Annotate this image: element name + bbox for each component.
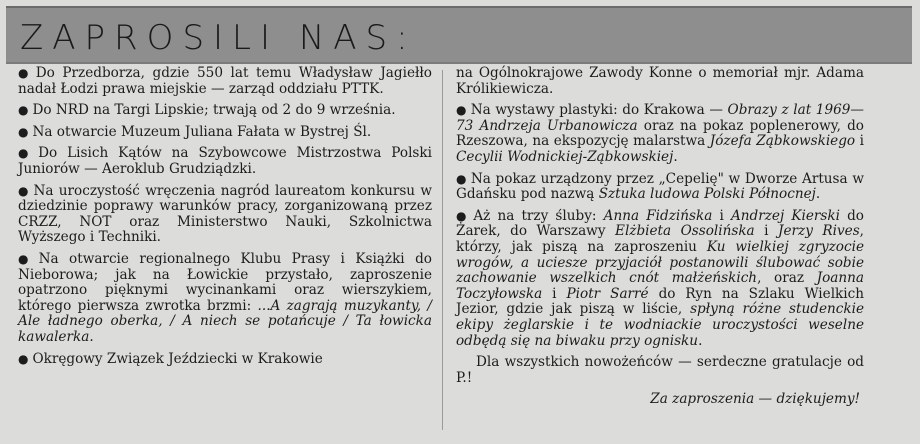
bullet-icon: ● <box>18 124 29 139</box>
column-divider <box>442 70 443 430</box>
bullet-icon: ● <box>18 146 35 161</box>
list-item-continued: na Ogólnokrajowe Zawody Konne o memoriał mjr. Adama Królikiewicza. <box>456 65 864 97</box>
list-item: ● Do NRD na Targi Lipskie; trwają od 2 do 9 września. <box>18 102 396 119</box>
list-item: ● Na pokaz urządzony przez „Cepelię" w Dworze Artusa w Gdańsku pod nazwą Sztuka ludowa Polski Północnej. <box>456 170 864 203</box>
quoted-verse: ...A zagrają muzykanty, / Ale ładnego oberka, / A niech se potańcuje / Ta łowicka kawalerka. <box>18 297 432 345</box>
bullet-icon: ● <box>18 351 29 366</box>
header-rule <box>6 62 912 64</box>
right-column <box>456 66 864 421</box>
list-item: ● Na uroczystość wręczenia nagród laureatom konkursu w dziedzinie poprawy warunków pracy, zorganizowaną przez CRZZ, NOT oraz Ministerstwo Nauki, Szkolnictwa Wyższego i Techniki. <box>18 182 432 246</box>
bullet-icon: ● <box>18 103 29 118</box>
bullet-icon: ● <box>18 251 35 266</box>
closing-line: Za zaproszenia — dziękujemy! <box>650 391 860 408</box>
bullet-icon: ● <box>456 208 470 223</box>
bullet-icon: ● <box>456 103 467 118</box>
list-item: ● Na wystawy plastyki: do Krakowa — Obrazy z lat 1969—73 Andrzeja Urbanowicza oraz na pokaz poplenerowy, do Rzeszowa, na ekspozycję malarstwa Józefa Ząbkowskiego i Cecylii Wodnickiej-Ząbkowskiej. <box>456 102 864 165</box>
congratulations: Dla wszystkich nowożeńców — serdeczne gratulacje od P.! <box>456 354 864 386</box>
list-item: ● Do Przedborza, gdzie 550 lat temu Władysław Jagiełło nadał Łodzi prawa miejskie — zarząd oddziału PTTK. <box>18 65 432 97</box>
header-band <box>6 6 912 64</box>
bullet-icon: ● <box>456 171 467 186</box>
list-item: ● Do Lisich Kątów na Szybowcowe Mistrzostwa Polski Juniorów — Aeroklub Grudziądzki. <box>18 145 432 177</box>
left-column <box>18 66 432 373</box>
page-title: ZAPROSILI NAS: <box>20 18 417 58</box>
list-item: ● Aż na trzy śluby: Anna Fidzińska i Andrzej Kierski do Żarek, do Warszawy Elżbieta Ossolińska i Jerzy Rives, którzy, jak piszą na zaproszeniu Ku wielkiej zgryzocie wrogów, a uciesze przyjaciół postanowili ślubować sobie zachowanie wszelkich cnót małżeńskich, oraz Joanna Toczyłowska i Piotr Sarré do Ryn na Szlaku Wielkich Jezior, gdzie jak piszą w liście, spłyną różne studenckie ekipy żeglarskie i te wodniackie uroczystości weselne odbędą się na biwaku przy ognisku. <box>456 207 864 349</box>
bullet-icon: ● <box>18 66 32 80</box>
bullet-icon: ● <box>18 183 30 198</box>
list-item: ● Na otwarcie Muzeum Juliana Fałata w Bystrej Śl. <box>18 123 372 140</box>
list-item: ● Okręgowy Związek Jeździecki w Krakowie <box>18 350 323 367</box>
list-item: ● Na otwarcie regionalnego Klubu Prasy i Książki do Nieborowa; jak na Łowickie przystało, zaproszenie opatrzono pięknymi wycinankami oraz wierszykiem, którego pierwsza zwrotka brzmi: ...A zagrają muzykanty, / Ale ładnego oberka, / A niech se potańcuje / Ta łowicka kawalerka. <box>18 250 432 345</box>
